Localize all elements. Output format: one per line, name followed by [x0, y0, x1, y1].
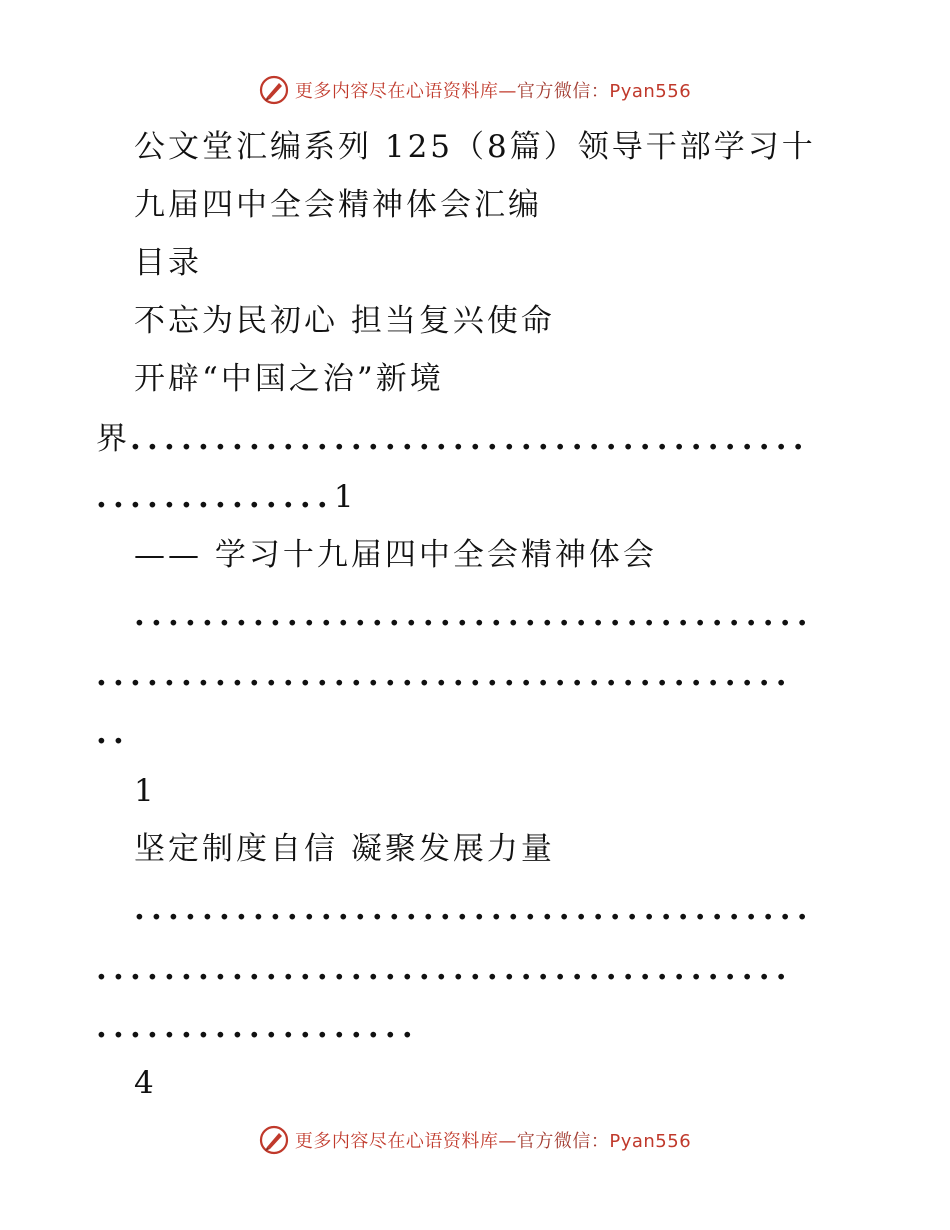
toc-entry-3-title: —— 学习十九届四中全会精神体会 — [134, 537, 657, 573]
toc-entry-4-page: 4 — [134, 1065, 157, 1101]
toc-leader-dots: ........................................ — [134, 891, 814, 927]
toc-entry-2-title: 开辟“中国之治”新境 — [134, 361, 444, 397]
banner-text: 更多内容尽在心语资料库—官方微信：Pyan556 — [294, 81, 692, 102]
toc-entry-2-page: 1 — [333, 479, 357, 515]
toc-entry-3-page: 1 — [134, 773, 157, 809]
toc-leader-dots: ................... — [96, 1009, 419, 1045]
footer-watermark-banner — [0, 1122, 950, 1158]
pen-logo-icon — [259, 1125, 289, 1155]
header-watermark-banner — [0, 72, 950, 108]
toc-entry-2-title-end: 界 — [96, 421, 130, 457]
pen-logo-icon — [259, 75, 289, 105]
toc-leader-dots: ......................................... — [96, 951, 793, 987]
toc-leader-dots: ......................................... — [96, 657, 793, 693]
toc-entry-2-page-line — [96, 477, 357, 517]
toc-leader-dots: .............. — [96, 479, 334, 515]
toc-heading: 目录 — [134, 245, 202, 281]
toc-entry-4-title: 坚定制度自信 凝聚发展力量 — [134, 831, 555, 867]
toc-entry-2-title-cont — [96, 419, 810, 459]
doc-title-line-1: 公文堂汇编系列 125（8篇）领导干部学习十 — [134, 129, 816, 165]
toc-entry-1-title: 不忘为民初心 担当复兴使命 — [134, 303, 555, 339]
toc-leader-dots: ........................................ — [130, 421, 810, 457]
toc-leader-dots: ........................................ — [134, 597, 814, 633]
doc-title-line-2: 九届四中全会精神体会汇编 — [134, 187, 542, 223]
banner-text: 更多内容尽在心语资料库—官方微信：Pyan556 — [294, 1131, 692, 1152]
toc-leader-dots: .. — [96, 715, 130, 751]
